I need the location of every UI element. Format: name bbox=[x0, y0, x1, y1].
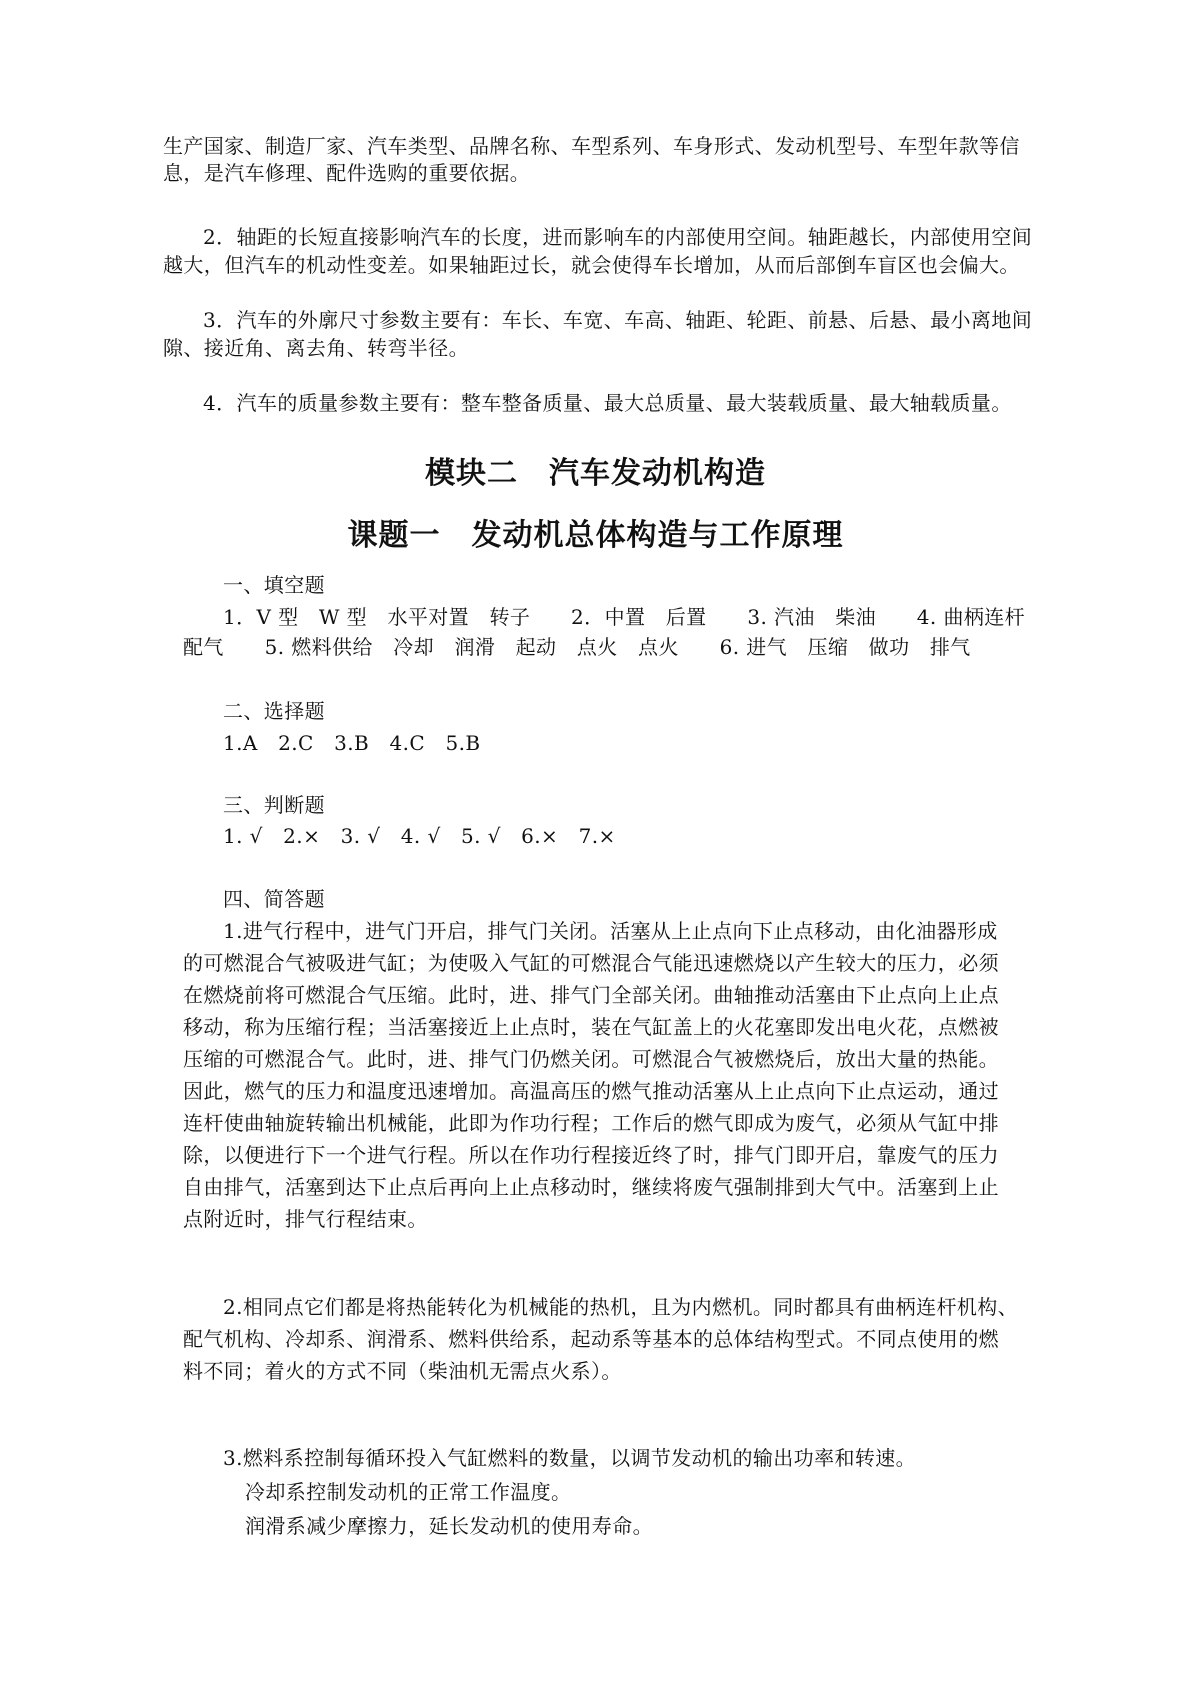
fill-heading: 一、填空题 bbox=[223, 573, 325, 597]
intro-p1-line-1: 生产国家、制造厂家、汽车类型、品牌名称、车型系列、车身形式、发动机型号、车型年款等信 bbox=[163, 134, 1020, 158]
intro-p3-line-2: 隙、接近角、离去角、转弯半径。 bbox=[163, 336, 469, 360]
intro-p2-line-2: 越大，但汽车的机动性变差。如果轴距过长，就会使得车长增加，从而后部倒车盲区也会偏大。 bbox=[163, 253, 1020, 277]
short-a1-line-7: 连杆使曲轴旋转输出机械能，此即为作功行程；工作后的燃气即成为废气，必须从气缸中排 bbox=[183, 1111, 999, 1135]
fill-answers-line-1: 1．V 型 W 型 水平对置 转子 2．中置 后置 3. 汽油 柴油 4. 曲柄连杆 bbox=[223, 605, 1026, 629]
short-a1-line-1: 1.进气行程中，进气门开启，排气门关闭。活塞从上止点向下止点移动，由化油器形成 bbox=[223, 919, 998, 943]
short-a1-line-3: 在燃烧前将可燃混合气压缩。此时，进、排气门全部关闭。曲轴推动活塞由下止点向上止点 bbox=[183, 983, 999, 1007]
lesson-title: 课题一 发动机总体构造与工作原理 bbox=[347, 518, 844, 553]
short-a1-line-6: 因此，燃气的压力和温度迅速增加。高温高压的燃气推动活塞从上止点向下止点运动，通过 bbox=[183, 1079, 999, 1103]
short-a1-line-4: 移动，称为压缩行程；当活塞接近上止点时，装在气缸盖上的火花塞即发出电火花，点燃被 bbox=[183, 1015, 999, 1039]
judge-heading: 三、判断题 bbox=[223, 793, 325, 817]
short-a1-line-5: 压缩的可燃混合气。此时，进、排气门仍燃关闭。可燃混合气被燃烧后，放出大量的热能。 bbox=[183, 1047, 999, 1071]
short-a3-line-2: 冷却系控制发动机的正常工作温度。 bbox=[245, 1480, 572, 1504]
short-a3-line-3: 润滑系减少摩擦力，延长发动机的使用寿命。 bbox=[245, 1514, 653, 1538]
intro-p4-line-1: 4．汽车的质量参数主要有：整车整备质量、最大总质量、最大装载质量、最大轴载质量。 bbox=[203, 391, 1012, 415]
short-a1-line-8: 除，以便进行下一个进气行程。所以在作功行程接近终了时，排气门即开启，靠废气的压力 bbox=[183, 1143, 999, 1167]
short-a1-line-2: 的可燃混合气被吸进气缸；为使吸入气缸的可燃混合气能迅速燃烧以产生较大的压力，必须 bbox=[183, 951, 999, 975]
short-a3-line-1: 3.燃料系控制每循环投入气缸燃料的数量，以调节发动机的输出功率和转速。 bbox=[223, 1446, 917, 1470]
module-title: 模块二 汽车发动机构造 bbox=[425, 456, 766, 491]
intro-p2-line-1: 2．轴距的长短直接影响汽车的长度，进而影响车的内部使用空间。轴距越长，内部使用空间 bbox=[203, 225, 1033, 249]
short-heading: 四、简答题 bbox=[223, 887, 325, 911]
judge-answers: 1. √ 2.× 3. √ 4. √ 5. √ 6.× 7.× bbox=[223, 824, 616, 848]
choice-heading: 二、选择题 bbox=[223, 699, 325, 723]
fill-answers-line-2: 配气 5. 燃料供给 冷却 润滑 起动 点火 点火 6. 进气 压缩 做功 排气 bbox=[183, 635, 971, 659]
short-a1-line-10: 点附近时，排气行程结束。 bbox=[183, 1207, 428, 1231]
intro-p3-line-1: 3．汽车的外廓尺寸参数主要有：车长、车宽、车高、轴距、轮距、前悬、后悬、最小离地间 bbox=[203, 308, 1033, 332]
short-a1-line-9: 自由排气，活塞到达下止点后再向上止点移动时，继续将废气强制排到大气中。活塞到上止 bbox=[183, 1175, 999, 1199]
short-a2-line-1: 2.相同点它们都是将热能转化为机械能的热机，且为内燃机。同时都具有曲柄连杆机构、 bbox=[223, 1295, 1019, 1319]
intro-p1-line-2: 息，是汽车修理、配件选购的重要依据。 bbox=[163, 161, 531, 185]
short-a2-line-2: 配气机构、冷却系、润滑系、燃料供给系，起动系等基本的总体结构型式。不同点使用的燃 bbox=[183, 1327, 999, 1351]
choice-answers: 1.A 2.C 3.B 4.C 5.B bbox=[223, 731, 481, 755]
short-a2-line-3: 料不同；着火的方式不同（柴油机无需点火系）。 bbox=[183, 1359, 622, 1383]
